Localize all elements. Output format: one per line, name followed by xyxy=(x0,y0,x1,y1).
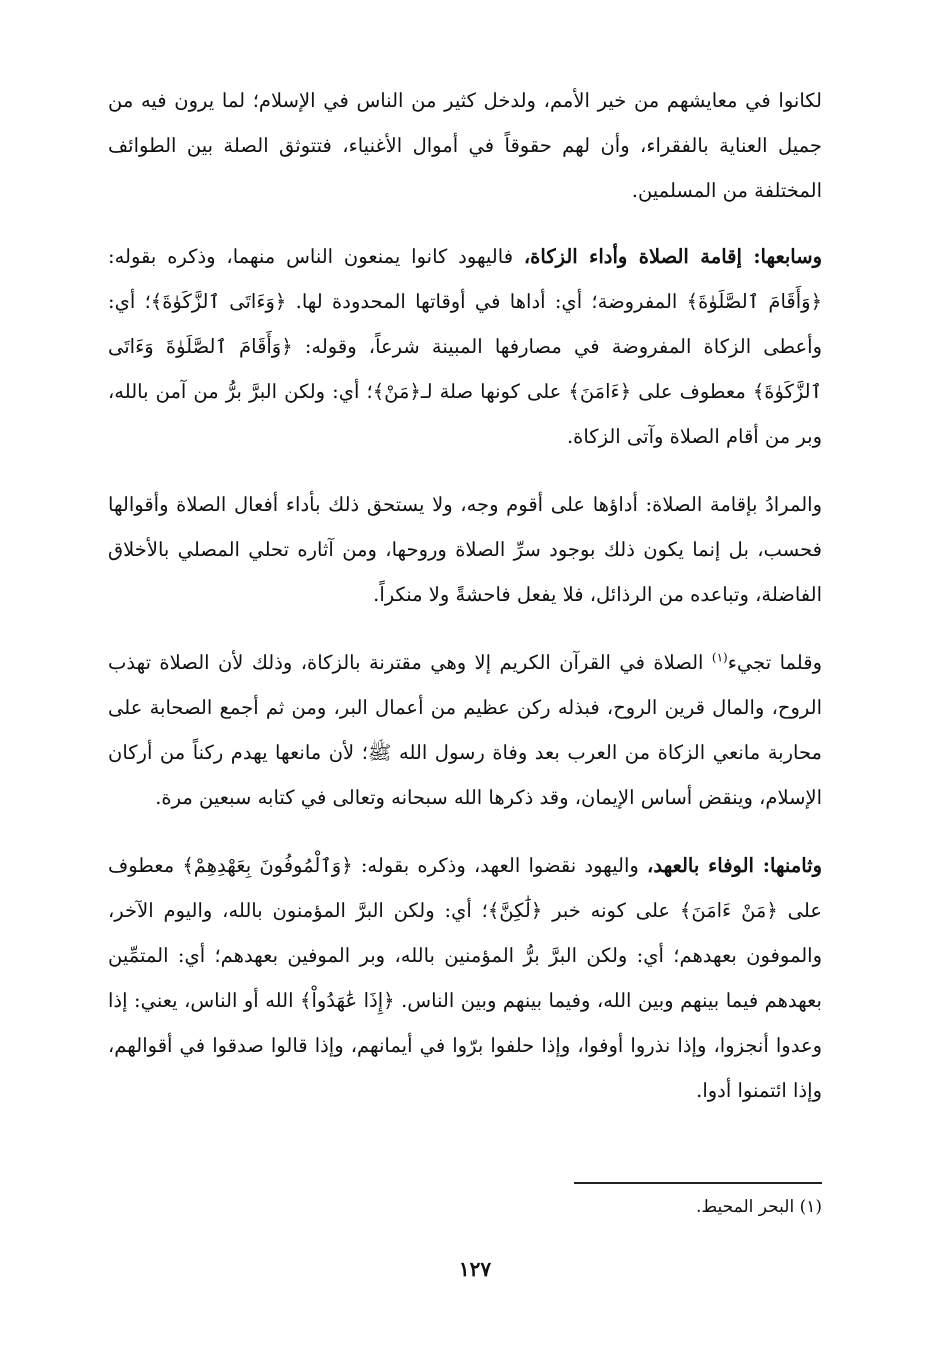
paragraph-5-text-2: معطوف على xyxy=(108,854,822,922)
paragraph-1 xyxy=(108,78,822,213)
paragraph-2-text-5: على كونها صلة لـ xyxy=(420,380,569,403)
paragraph-4-text-1: وقلما تجيء xyxy=(727,651,822,674)
footnote-divider xyxy=(574,1182,822,1184)
quran-quote-8: ﴿لَٰكِنَّ﴾ xyxy=(487,899,543,922)
section-heading-seventh: وسابعها: إقامة الصلاة وأداء الزكاة، xyxy=(523,245,822,268)
paragraph-2-text-1: فاليهود كانوا يمنعون الناس منهما، وذكره بقوله: xyxy=(108,245,524,268)
paragraph-5-text-3: على كونه خبر xyxy=(542,899,680,922)
quran-quote-7: ﴿مَنْ ءَامَنَ﴾ xyxy=(679,899,778,922)
quran-quote-4: ﴿ءَامَنَ﴾ xyxy=(568,380,632,403)
paragraph-1-text: لكانوا في معايشهم من خير الأمم، ولدخل كثير من الناس في الإسلام؛ لما يرون فيه من جميل العناية بالفقراء، وأن لهم حقوقاً في أموال الأغنياء، فتتوثق الصلة بين الطوائف المختلفة من المسلمين. xyxy=(108,89,822,202)
footnote-number: (١) xyxy=(799,1197,822,1217)
section-heading-eighth: وثامنها: الوفاء بالعهد، xyxy=(647,854,823,877)
footnote-reference[interactable]: (١) xyxy=(711,650,728,665)
paragraph-3 xyxy=(108,482,822,617)
paragraph-2-text-3: ؛ أي: وأعطى الزكاة المفروضة في مصارفها المبينة شرعاً، وقوله: xyxy=(108,290,823,358)
paragraph-4 xyxy=(108,640,822,820)
paragraph-2 xyxy=(108,234,822,459)
paragraph-2-text-6: ؛ أي: ولكن البرَّ برُّ من آمن بالله، وبر من أقام الصلاة وآتى الزكاة. xyxy=(108,380,822,448)
paragraph-5 xyxy=(108,843,822,1113)
main-text xyxy=(108,78,822,1136)
paragraph-2-text-4: معطوف على xyxy=(631,380,753,403)
quran-quote-5: ﴿مَنْ﴾ xyxy=(372,380,421,403)
quran-quote-1: ﴿وَأَقَامَ ٱلصَّلَوٰةَ﴾ xyxy=(686,290,823,313)
paragraph-5-text-4: ؛ أي: ولكن البرَّ المؤمنون بالله، واليوم الآخر، والموفون بعهدهم؛ أي: ولكن البرَّ برُّ المؤمنين بالله، وبر الموفين بعهدهم؛ أي: المتمِّين بعهدهم فيما بينهم وبين الله، وفيما بينهم وبين الناس. xyxy=(108,899,822,1012)
quran-quote-2: ﴿وَءَاتَى ٱلزَّكَوٰةَ﴾ xyxy=(150,290,287,313)
paragraph-3-text: والمرادُ بإقامة الصلاة: أداؤها على أقوم وجه، ولا يستحق ذلك بأداء أفعال الصلاة وأقوالها فحسب، بل إنما يكون ذلك بوجود سرِّ الصلاة وروحها، ومن آثاره تحلي المصلي بالأخلاق الفاضلة، وتباعده من الرذائل، فلا يفعل فاحشةً ولا منكراً. xyxy=(108,493,822,606)
paragraph-2-text-2: المفروضة؛ أي: أداها في أوقاتها المحدودة لها. xyxy=(286,290,687,313)
paragraph-5-text-1: واليهود نقضوا العهد، وذكره بقوله: xyxy=(352,854,648,877)
footnote-text: البحر المحيط. xyxy=(696,1197,795,1217)
paragraph-4-text-2: الصلاة في القرآن الكريم إلا وهي مقترنة بالزكاة، وذلك لأن الصلاة تهذب الروح، والمال قرين الروح، فبذله ركن عظيم من أعمال البر، ومن ثم أجمع الصحابة على محاربة مانعي الزكاة من العرب بعد وفاة رسول الله ﷺ؛ لأن مانعها يهدم ركناً من أركان الإسلام، وينقض أساس الإيمان، وقد ذكرها الله سبحانه وتعالى في كتابه سبعين مرة. xyxy=(108,651,822,809)
paragraph-5-text-5: الله أو الناس، يعني: إذا وعدوا أنجزوا، وإذا نذروا أوفوا، وإذا حلفوا برّوا في أيمانهم، وإذا قالوا صدقوا في أقوالهم، وإذا ائتمنوا أدوا. xyxy=(108,989,822,1102)
quran-quote-3: ﴿وَأَقَامَ ٱلصَّلَوٰةَ وَءَاتَى ٱلزَّكَوٰةَ﴾ xyxy=(108,335,822,403)
quran-quote-9: ﴿إِذَا عَٰهَدُواْ﴾ xyxy=(300,989,395,1012)
page-number: ١٢٧ xyxy=(458,1257,492,1281)
quran-quote-6: ﴿وَٱلْمُوفُونَ بِعَهْدِهِمْ﴾ xyxy=(182,854,353,877)
footnote xyxy=(696,1192,822,1222)
